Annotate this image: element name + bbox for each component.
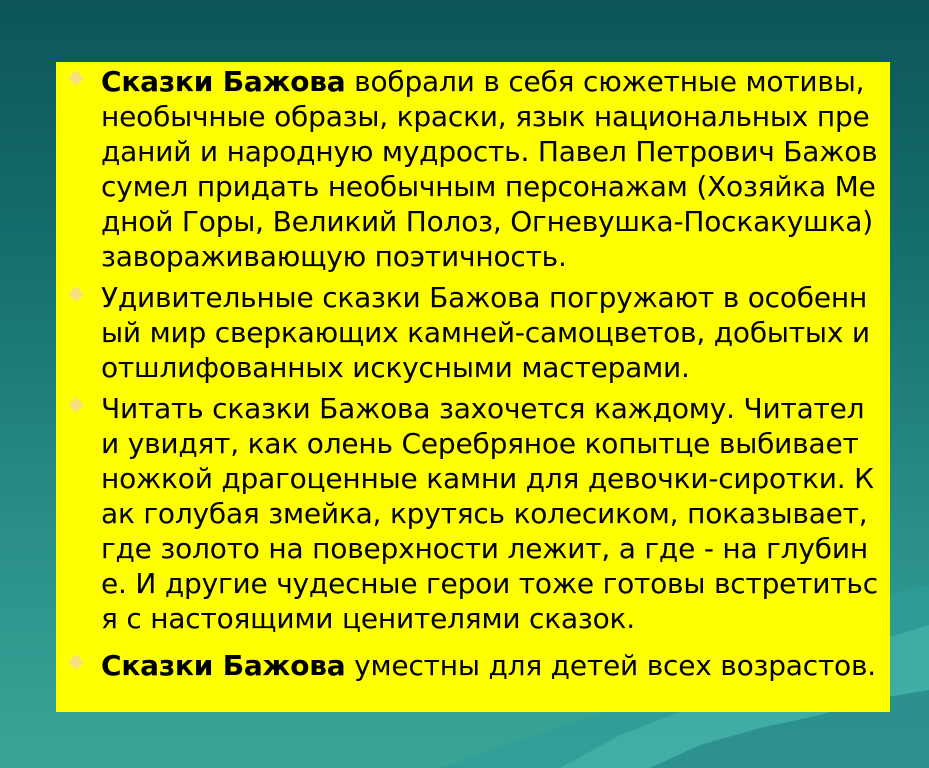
- bullet-bold-text: Сказки Бажова: [101, 65, 346, 98]
- diamond-bullet-icon: [66, 68, 86, 88]
- bullet-item: [0, 648, 881, 683]
- bullet-text: Удивительные сказки Бажова погружают в особенный мир сверкающих камней-самоцветов, добытых и отшлифованных искусными мастерами.: [101, 281, 870, 384]
- bullet-item: [0, 64, 881, 274]
- diamond-bullet-icon: [66, 395, 86, 415]
- bullet-item: [0, 391, 881, 636]
- bullet-text: вобрали в себя сюжетные мотивы, необычные образы, краски, язык национальных преданий и народную мудрость. Павел Петрович Бажов сумел придать необычным персонажам (Хозяйка Медной Горы, Великий Полоз, Огневушка-Поскакушка) завораживающую поэтичность.: [101, 65, 878, 273]
- diamond-bullet-icon: [66, 652, 86, 672]
- bullet-text: уместны для детей всех возрастов.: [345, 649, 876, 682]
- bullet-list: [0, 64, 929, 689]
- bullet-item: [0, 280, 881, 385]
- bullet-text: Читать сказки Бажова захочется каждому. Читатели увидят, как олень Серебряное копытце выбивает ножкой драгоценные камни для девочки-сиротки. Как голубая змейка, крутясь колесиком, показывает, где золото на поверхности лежит, а где - на глубине. И другие чудесные герои тоже готовы встретиться с настоящими ценителями сказок.: [101, 392, 878, 635]
- bullet-bold-text: Сказки Бажова: [101, 649, 346, 682]
- diamond-bullet-icon: [66, 284, 86, 304]
